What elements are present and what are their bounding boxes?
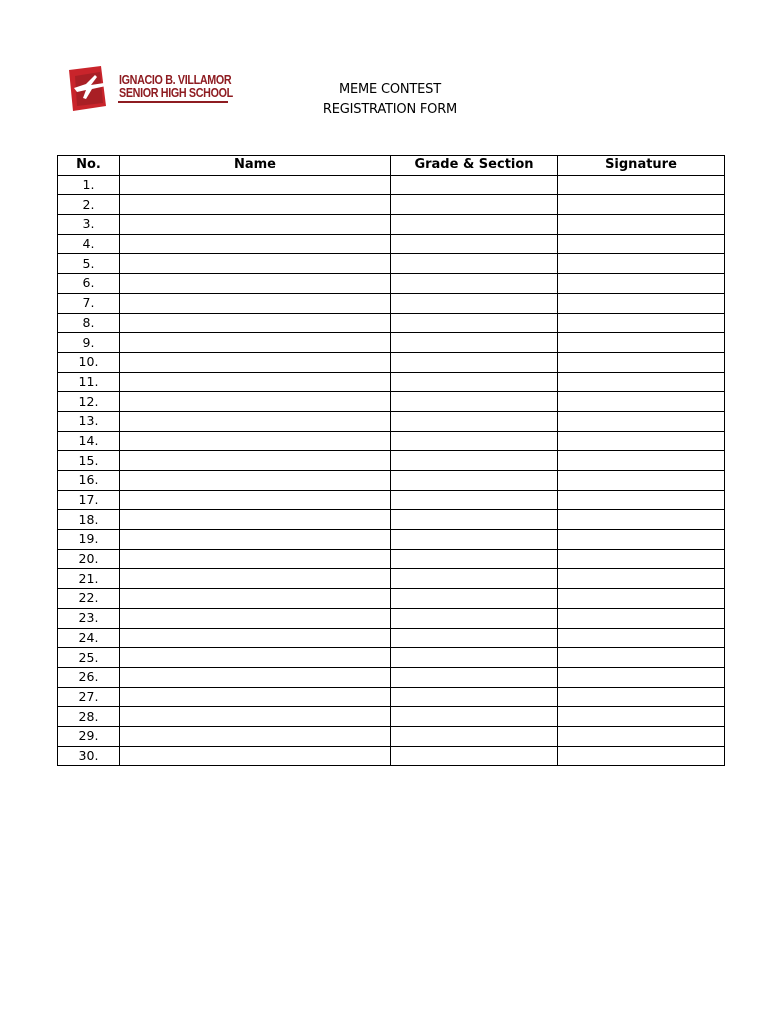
table-row <box>58 746 725 766</box>
table-row <box>58 293 725 313</box>
table-row <box>58 707 725 727</box>
row-number: 7. <box>58 293 120 313</box>
grade-section-cell[interactable] <box>391 333 558 353</box>
row-number: 9. <box>58 333 120 353</box>
name-cell[interactable] <box>120 746 391 766</box>
grade-section-cell[interactable] <box>391 490 558 510</box>
grade-section-cell[interactable] <box>391 589 558 609</box>
table-row <box>58 215 725 235</box>
grade-section-cell[interactable] <box>391 195 558 215</box>
grade-section-cell[interactable] <box>391 254 558 274</box>
table-row <box>58 313 725 333</box>
signature-cell[interactable] <box>558 175 725 195</box>
name-cell[interactable] <box>120 274 391 294</box>
name-cell[interactable] <box>120 293 391 313</box>
grade-section-cell[interactable] <box>391 234 558 254</box>
name-cell[interactable] <box>120 254 391 274</box>
name-cell[interactable] <box>120 628 391 648</box>
signature-cell[interactable] <box>558 254 725 274</box>
row-number: 26. <box>58 667 120 687</box>
row-number: 6. <box>58 274 120 294</box>
table-row <box>58 648 725 668</box>
signature-cell[interactable] <box>558 333 725 353</box>
table-row <box>58 530 725 550</box>
name-cell[interactable] <box>120 667 391 687</box>
row-number: 8. <box>58 313 120 333</box>
signature-cell[interactable] <box>558 648 725 668</box>
grade-section-cell[interactable] <box>391 411 558 431</box>
signature-cell[interactable] <box>558 471 725 491</box>
signature-cell[interactable] <box>558 628 725 648</box>
row-number: 2. <box>58 195 120 215</box>
grade-section-cell[interactable] <box>391 549 558 569</box>
row-number: 15. <box>58 451 120 471</box>
row-number: 17. <box>58 490 120 510</box>
signature-cell[interactable] <box>558 313 725 333</box>
header-signature: Signature <box>558 156 725 176</box>
row-number: 1. <box>58 175 120 195</box>
signature-cell[interactable] <box>558 549 725 569</box>
name-cell[interactable] <box>120 215 391 235</box>
table-row <box>58 608 725 628</box>
name-cell[interactable] <box>120 471 391 491</box>
table-row <box>58 274 725 294</box>
grade-section-cell[interactable] <box>391 471 558 491</box>
row-number: 29. <box>58 726 120 746</box>
grade-section-cell[interactable] <box>391 608 558 628</box>
table-row <box>58 254 725 274</box>
signature-cell[interactable] <box>558 352 725 372</box>
name-cell[interactable] <box>120 372 391 392</box>
school-name-line2: SENIOR HIGH SCHOOL <box>119 86 233 100</box>
table-row <box>58 195 725 215</box>
signature-cell[interactable] <box>558 589 725 609</box>
form-title-line1: MEME CONTEST <box>339 82 441 97</box>
name-cell[interactable] <box>120 175 391 195</box>
row-number: 25. <box>58 648 120 668</box>
row-number: 19. <box>58 530 120 550</box>
grade-section-cell[interactable] <box>391 726 558 746</box>
name-cell[interactable] <box>120 608 391 628</box>
header-name: Name <box>120 156 391 176</box>
grade-section-cell[interactable] <box>391 667 558 687</box>
school-emblem-icon <box>66 66 118 112</box>
row-number: 21. <box>58 569 120 589</box>
name-cell[interactable] <box>120 549 391 569</box>
row-number: 30. <box>58 746 120 766</box>
signature-cell[interactable] <box>558 451 725 471</box>
table-row <box>58 431 725 451</box>
table-row <box>58 333 725 353</box>
name-cell[interactable] <box>120 589 391 609</box>
name-cell[interactable] <box>120 687 391 707</box>
grade-section-cell[interactable] <box>391 274 558 294</box>
name-cell[interactable] <box>120 313 391 333</box>
school-logo <box>66 66 236 114</box>
signature-cell[interactable] <box>558 726 725 746</box>
signature-cell[interactable] <box>558 195 725 215</box>
grade-section-cell[interactable] <box>391 569 558 589</box>
row-number: 3. <box>58 215 120 235</box>
form-title <box>290 80 490 120</box>
name-cell[interactable] <box>120 333 391 353</box>
row-number: 22. <box>58 589 120 609</box>
grade-section-cell[interactable] <box>391 215 558 235</box>
name-cell[interactable] <box>120 234 391 254</box>
table-row <box>58 372 725 392</box>
signature-cell[interactable] <box>558 608 725 628</box>
table-row <box>58 628 725 648</box>
table-row <box>58 687 725 707</box>
signature-cell[interactable] <box>558 707 725 727</box>
signature-cell[interactable] <box>558 431 725 451</box>
grade-section-cell[interactable] <box>391 648 558 668</box>
name-cell[interactable] <box>120 510 391 530</box>
name-cell[interactable] <box>120 707 391 727</box>
name-cell[interactable] <box>120 726 391 746</box>
header-no: No. <box>58 156 120 176</box>
grade-section-cell[interactable] <box>391 530 558 550</box>
table-row <box>58 234 725 254</box>
row-number: 16. <box>58 471 120 491</box>
signature-cell[interactable] <box>558 274 725 294</box>
grade-section-cell[interactable] <box>391 313 558 333</box>
row-number: 14. <box>58 431 120 451</box>
row-number: 11. <box>58 372 120 392</box>
grade-section-cell[interactable] <box>391 628 558 648</box>
row-number: 18. <box>58 510 120 530</box>
table-row <box>58 392 725 412</box>
table-row <box>58 490 725 510</box>
name-cell[interactable] <box>120 490 391 510</box>
grade-section-cell[interactable] <box>391 175 558 195</box>
table-row <box>58 726 725 746</box>
row-number: 24. <box>58 628 120 648</box>
signature-cell[interactable] <box>558 667 725 687</box>
name-cell[interactable] <box>120 530 391 550</box>
table-header-row <box>58 156 725 176</box>
signature-cell[interactable] <box>558 530 725 550</box>
grade-section-cell[interactable] <box>391 451 558 471</box>
row-number: 4. <box>58 234 120 254</box>
signature-cell[interactable] <box>558 490 725 510</box>
row-number: 23. <box>58 608 120 628</box>
grade-section-cell[interactable] <box>391 746 558 766</box>
name-cell[interactable] <box>120 569 391 589</box>
table-row <box>58 549 725 569</box>
school-name-line1: IGNACIO B. VILLAMOR <box>119 73 232 87</box>
row-number: 10. <box>58 352 120 372</box>
signature-cell[interactable] <box>558 687 725 707</box>
table-row <box>58 451 725 471</box>
signature-cell[interactable] <box>558 510 725 530</box>
name-cell[interactable] <box>120 431 391 451</box>
grade-section-cell[interactable] <box>391 293 558 313</box>
registration-table <box>57 155 725 766</box>
grade-section-cell[interactable] <box>391 510 558 530</box>
signature-cell[interactable] <box>558 569 725 589</box>
row-number: 12. <box>58 392 120 412</box>
name-cell[interactable] <box>120 451 391 471</box>
grade-section-cell[interactable] <box>391 707 558 727</box>
signature-cell[interactable] <box>558 234 725 254</box>
grade-section-cell[interactable] <box>391 352 558 372</box>
grade-section-cell[interactable] <box>391 431 558 451</box>
signature-cell[interactable] <box>558 372 725 392</box>
name-cell[interactable] <box>120 411 391 431</box>
name-cell[interactable] <box>120 352 391 372</box>
name-cell[interactable] <box>120 648 391 668</box>
row-number: 28. <box>58 707 120 727</box>
table-row <box>58 510 725 530</box>
name-cell[interactable] <box>120 195 391 215</box>
signature-cell[interactable] <box>558 293 725 313</box>
table-row <box>58 667 725 687</box>
table-row <box>58 352 725 372</box>
form-title-line2: REGISTRATION FORM <box>322 102 458 117</box>
signature-cell[interactable] <box>558 746 725 766</box>
row-number: 27. <box>58 687 120 707</box>
table-row <box>58 569 725 589</box>
school-name <box>119 74 233 100</box>
signature-cell[interactable] <box>558 215 725 235</box>
table-row <box>58 471 725 491</box>
name-cell[interactable] <box>120 392 391 412</box>
row-number: 5. <box>58 254 120 274</box>
logo-divider <box>118 101 228 103</box>
signature-cell[interactable] <box>558 411 725 431</box>
row-number: 13. <box>58 411 120 431</box>
grade-section-cell[interactable] <box>391 392 558 412</box>
table-row <box>58 589 725 609</box>
grade-section-cell[interactable] <box>391 372 558 392</box>
signature-cell[interactable] <box>558 392 725 412</box>
row-number: 20. <box>58 549 120 569</box>
table-body <box>58 175 725 766</box>
header-grade-section: Grade & Section <box>391 156 558 176</box>
table-row <box>58 175 725 195</box>
table-row <box>58 411 725 431</box>
grade-section-cell[interactable] <box>391 687 558 707</box>
